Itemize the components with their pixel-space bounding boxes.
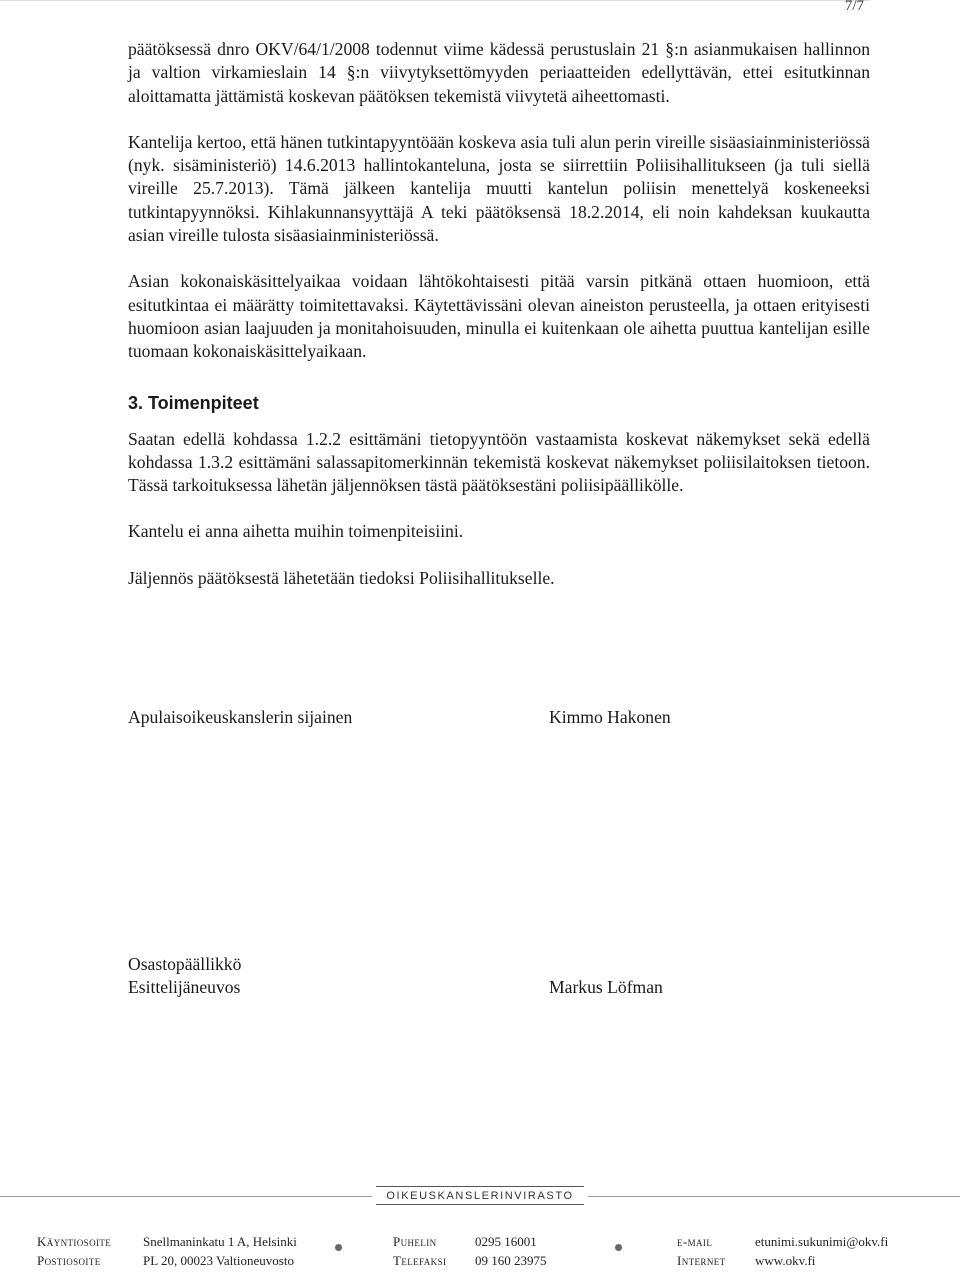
bullet-icon xyxy=(615,1244,622,1251)
footer-divider-left xyxy=(0,1196,372,1197)
logo-bottom-rule xyxy=(376,1204,584,1205)
paragraph-case-history: Kantelija kertoo, että hänen tutkintapyyntöään koskeva asia tuli alun perin vireille sisäasiainministeriössä (nyk. sisäministeriö) 14.6.2013 hallintokanteluna, josta se siirrettiin Poliisihallitukseen (ja tuli siellä vireille 25.7.2013). Tämä jälkeen kantelija muutti kantelun poliisin menettelyä koskeneeksi tutkintapyynnöksi. Kihlakunnansyyttäjä A teki päätöksensä 18.2.2014, eli noin kahdeksan kuukautta asian vireille tulosta sisäasiainministeriössä. xyxy=(128,131,870,246)
footer-phone: 0295 16001 xyxy=(475,1234,537,1249)
signer-title-head: Osastopäällikkö xyxy=(128,954,242,974)
footer-label-fax: Telefaksi xyxy=(393,1253,447,1268)
footer-email[interactable]: etunimi.sukunimi@okv.fi xyxy=(755,1234,889,1249)
footer-label-postal-address: Postiosoite xyxy=(37,1253,101,1268)
logo-text: OIKEUSKANSLERINVIRASTO xyxy=(386,1190,574,1202)
footer-website[interactable]: www.okv.fi xyxy=(755,1253,816,1268)
footer-divider-right xyxy=(588,1196,960,1197)
paragraph-processing-time: Asian kokonaiskäsittelyaikaa voidaan lähtökohtaisesti pitää varsin pitkänä ottaen huomioon, että esitutkintaa ei määrätty toimitettavaksi. Käytettävissäni olevan aineiston perusteella, ja ottaen erityisesti huomioon asian laajuuden ja monitahoisuuden, minulla ei kuitenkaan ole aihetta puuttua kantelijan esille tuomaan kokonaiskäsittelyaikaan. xyxy=(128,271,870,362)
footer-row-post xyxy=(0,1253,960,1273)
footer-label-internet: Internet xyxy=(677,1253,726,1268)
footer-label-visit-address: Käyntiosoite xyxy=(37,1234,112,1249)
paragraph-copy-notice: Jäljennös päätöksestä lähetetään tiedoksi Poliisihallitukselle. xyxy=(128,567,555,588)
signer-title-deputy: Apulaisoikeuskanslerin sijainen xyxy=(128,707,353,727)
top-edge-rule xyxy=(0,0,870,1)
footer-label-email: e-mail xyxy=(677,1234,713,1249)
section-heading: 3. Toimenpiteet xyxy=(128,392,259,413)
signer-name-referendary: Markus Löfman xyxy=(549,977,663,997)
footer-fax: 09 160 23975 xyxy=(475,1253,547,1268)
paragraph-previous-decision: päätöksessä dnro OKV/64/1/2008 todennut viime kädessä perustuslain 21 §:n asianmukaisen hallinnon ja valtion virkamieslain 14 §:n viivytyksettömyyden periaatteiden edellyttävän, ettei esitutkinnan aloittamatta jättämistä koskevan päätöksen tekemistä viivytetä aiheettomasti. xyxy=(128,39,870,106)
footer-row-visit xyxy=(0,1234,960,1254)
agency-logo xyxy=(370,1186,590,1205)
footer-postal-address: PL 20, 00023 Valtioneuvosto xyxy=(143,1253,294,1268)
page-number: 7/7 xyxy=(844,0,864,14)
document-body xyxy=(128,38,870,613)
signer-title-counsellor: Esittelijäneuvos xyxy=(128,977,241,997)
paragraph-measures: Saatan edellä kohdassa 1.2.2 esittämäni tietopyyntöön vastaamista koskevat näkemykset sekä edellä kohdassa 1.3.2 esittämäni salassapitomerkinnän tekemistä koskevat näkemykset poliisilaitoksen tietoon. Tässä tarkoituksessa lähetän jäljennöksen tästä päätöksestäni poliisipäällikölle. xyxy=(128,428,870,496)
footer-label-phone: Puhelin xyxy=(393,1234,437,1249)
signer-name-deputy: Kimmo Hakonen xyxy=(549,707,671,727)
bullet-icon xyxy=(335,1244,342,1251)
footer-visit-address: Snellmaninkatu 1 A, Helsinki xyxy=(143,1234,297,1249)
paragraph-no-further-action: Kantelu ei anna aihetta muihin toimenpiteisiini. xyxy=(128,521,464,542)
